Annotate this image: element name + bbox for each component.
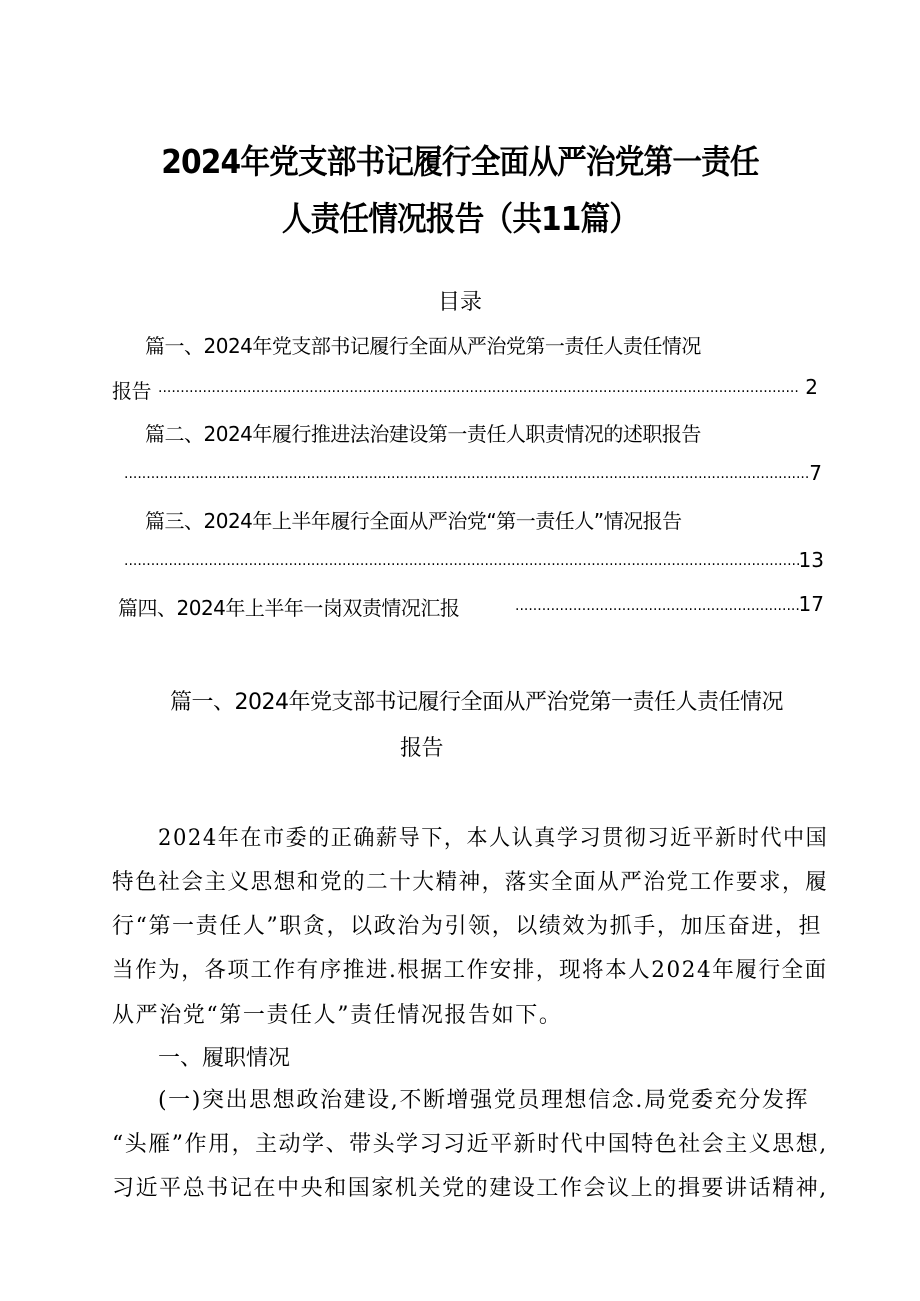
toc-heading: 目录 [437, 290, 482, 315]
toc-entry-2-line-1[interactable]: 篇二、2024年履行推进法治建设第一责任人职责情况的述职报告 [145, 422, 701, 446]
paragraph-1-line-2: 特色社会主义思想和党的二十大精神，落实全面从严治党工作要求，履 [112, 870, 829, 895]
toc-entry-4-leader [515, 596, 799, 616]
paragraph-2-line-1: (一)突出思想政治建设,不断增强党员理想信念.局党委充分发挥 [158, 1088, 810, 1113]
toc-entry-4-line-1[interactable]: 篇四、2024年上半年一岗双责情况汇报 [118, 596, 460, 620]
toc-entry-3-line-1[interactable]: 篇三、2024年上半年履行全面从严治党“第一责任人”情况报告 [145, 509, 682, 533]
paragraph-1-line-4: 当作为，各项工作有序推进.根据工作安排，现将本人2024年履行全面 [112, 958, 828, 983]
toc-entry-1-leader [158, 378, 798, 398]
toc-entry-1-line-2[interactable]: 报告 [112, 379, 151, 403]
toc-entry-3-page[interactable]: 13 [798, 548, 824, 572]
document-title-line-2: 人责任情况报告（共11篇） [281, 199, 639, 238]
toc-entry-2-leader [124, 464, 808, 484]
paragraph-1-line-5: 从严治党“第一责任人”责任情况报告如下。 [112, 1003, 563, 1028]
paragraph-2-line-3: 习近平总书记在中央和国家机关党的建设工作会议上的揖要讲话精神, [112, 1176, 828, 1201]
section-heading-line-1: 篇一、2024年党支部书记履行全面从严治党第一责任人责任情况 [170, 690, 783, 715]
paragraph-1-line-3: 行“第一责任人”职贪，以政治为引领，以绩效为抓手，加压奋进，担 [112, 914, 823, 939]
paragraph-1-line-1: 2024年在市委的正确薪导下，本人认真学习贯彻习近平新时代中国 [158, 826, 829, 851]
toc-entry-1-line-1[interactable]: 篇一、2024年党支部书记履行全面从严治党第一责任人责任情况 [145, 334, 701, 358]
subheading-performance: 一、履职情况 [158, 1046, 291, 1071]
toc-entry-1-page[interactable]: 2 [805, 375, 818, 399]
document-title-line-1: 2024年党支部书记履行全面从严治党第一责任 [161, 142, 759, 181]
toc-entry-2-page[interactable]: 7 [809, 461, 822, 485]
paragraph-2-line-2: “头雁”作用，主动学、带头学习习近平新时代中国特色社会主义思想, [112, 1132, 828, 1157]
toc-entry-3-leader [124, 551, 800, 571]
section-heading-line-2: 报告 [400, 736, 444, 761]
toc-entry-4-page[interactable]: 17 [798, 592, 824, 616]
